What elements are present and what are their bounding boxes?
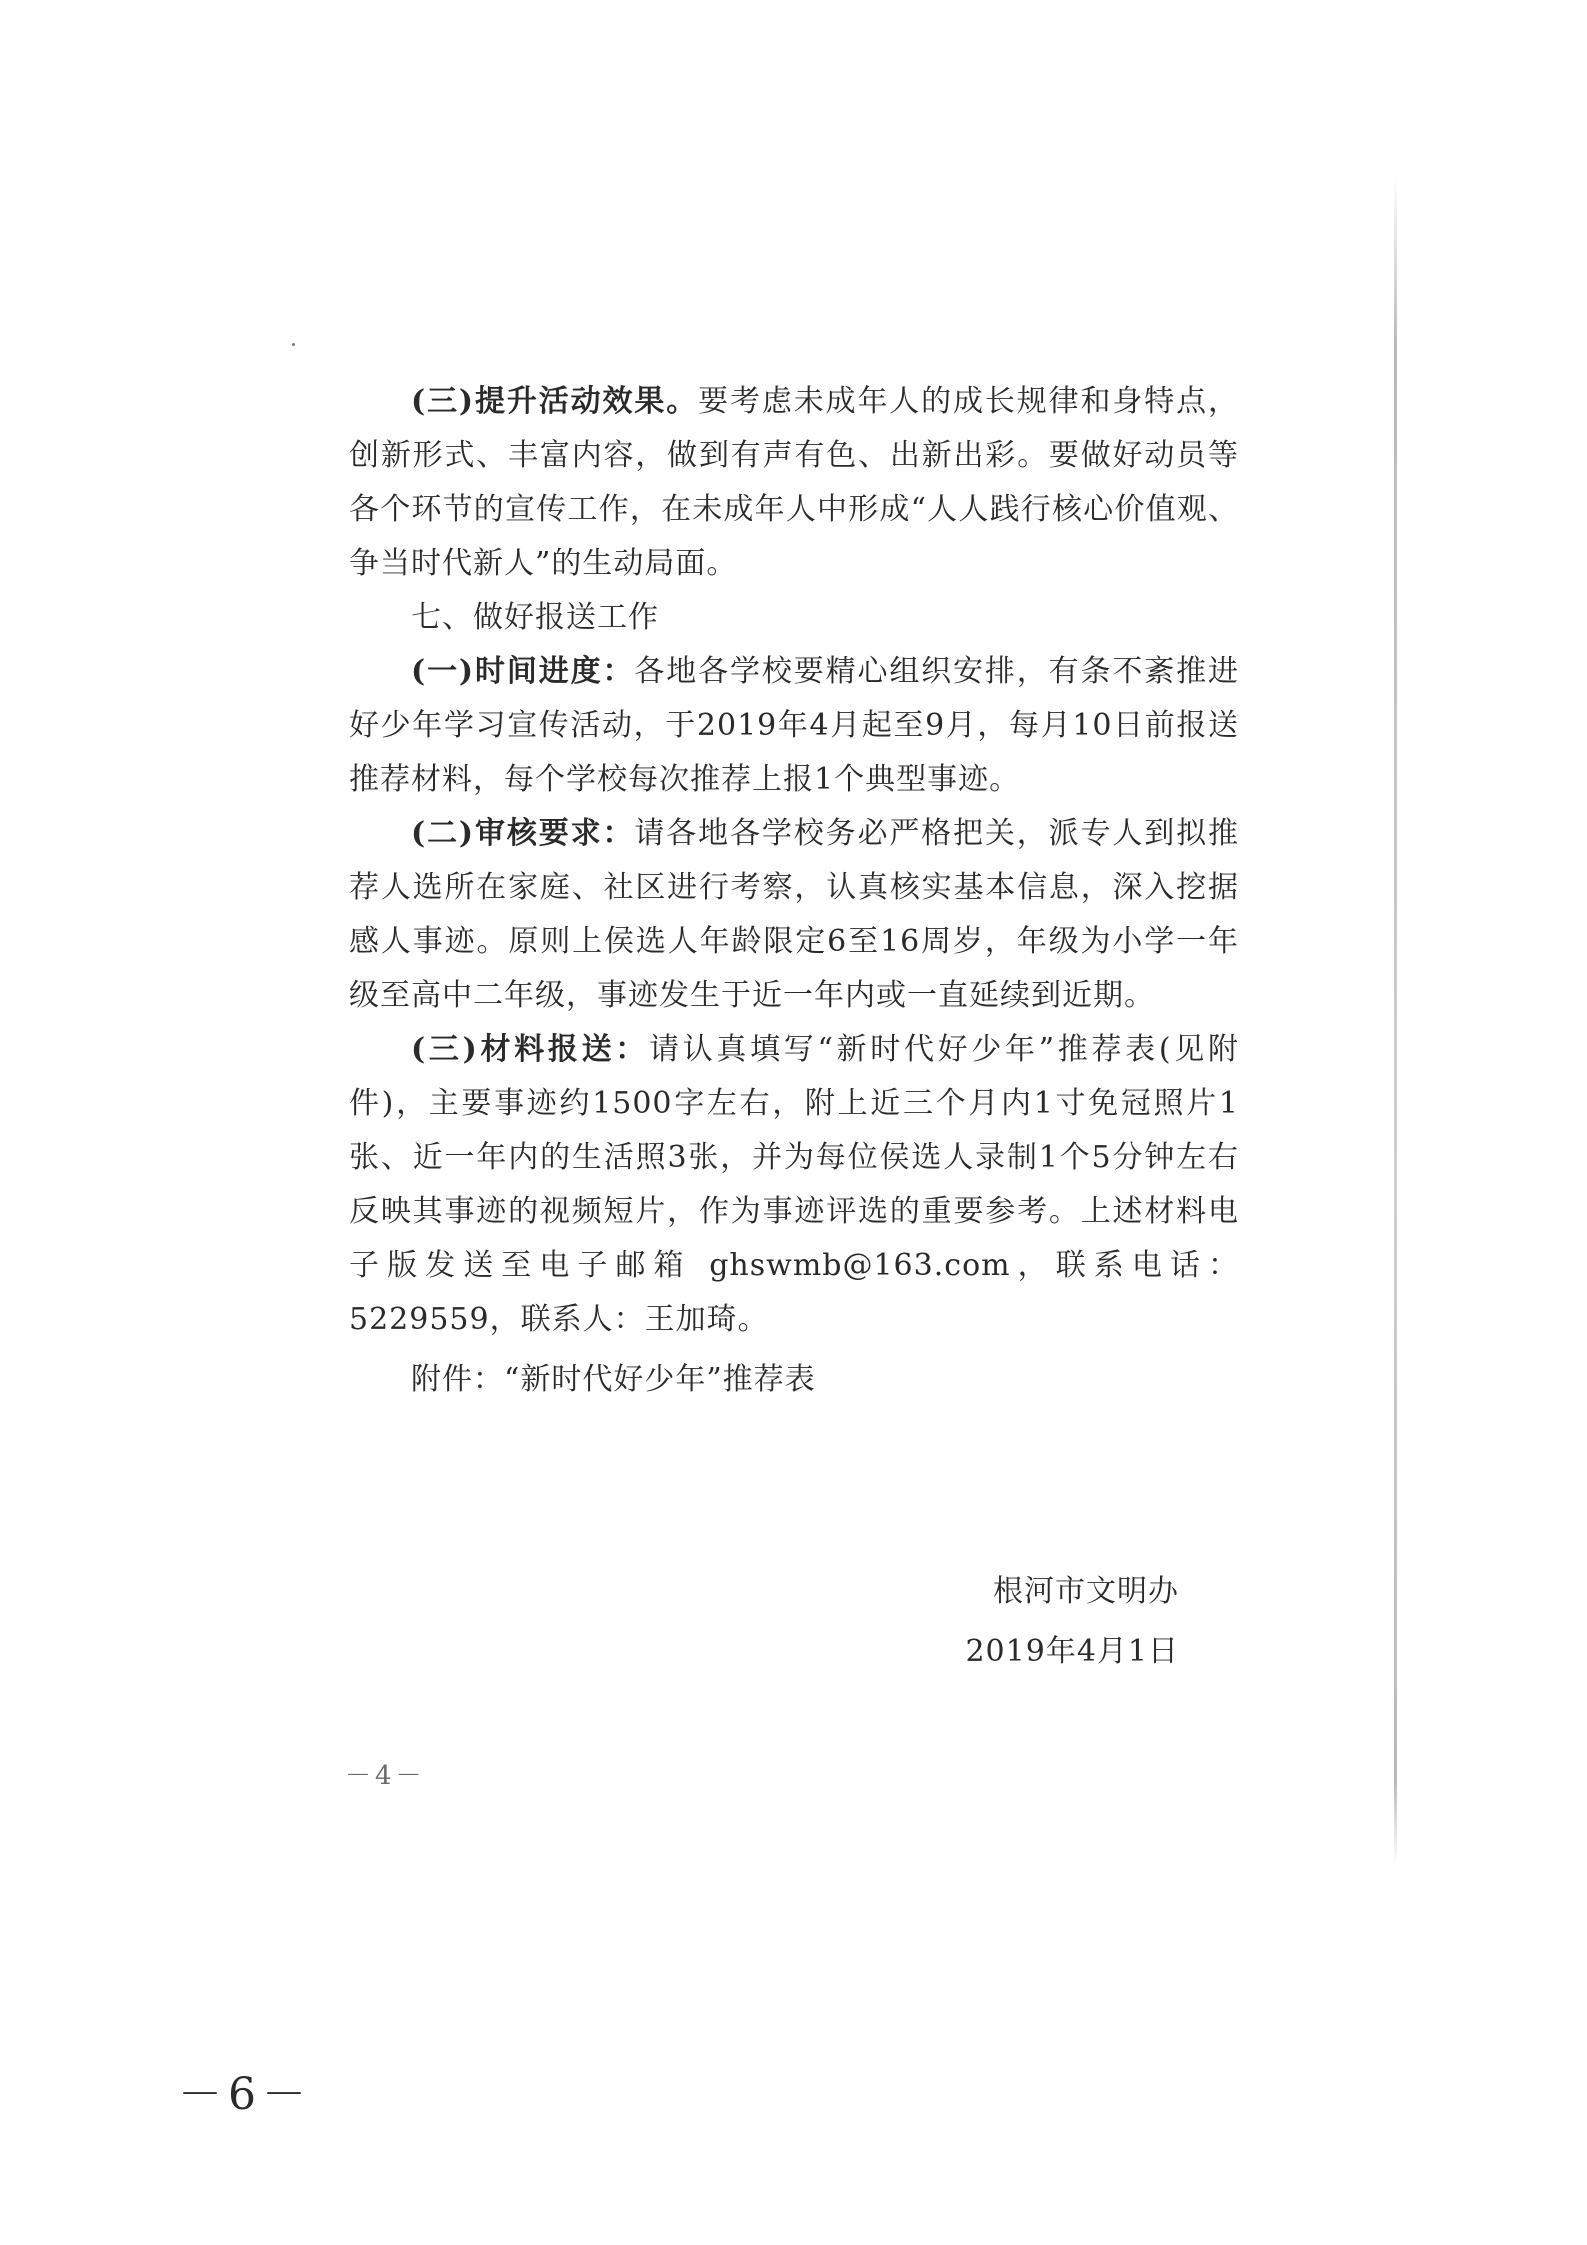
paragraph-lead: (三)材料报送： bbox=[411, 1032, 649, 1067]
paragraph-text: 请认真填写“新时代好少年”推荐表(见附件)，主要事迹约1500字左右，附上近三个月内1寸免冠照片1张、近一年内的生活照3张，并为每位侯选人录制1个5分钟左右反映其事迹的视频短片，作为事迹评选的重要参考。上述材料电子版发送至电子邮箱 ghswmb@163.com，联系电话：5229559，联系人：王加琦。 bbox=[349, 1032, 1239, 1337]
paragraph-lead: (一)时间进度： bbox=[411, 654, 635, 689]
document-body bbox=[349, 375, 1239, 1407]
section-heading: 七、做好报送工作 bbox=[411, 600, 659, 635]
paragraph-text: 各地各学校要精心组织安排，有条不紊推进好少年学习宣传活动，于2019年4月起至9月，每月10日前报送推荐材料，每个学校每次推荐上报1个典型事迹。 bbox=[349, 654, 1240, 797]
signature-date: 2019年4月1日 bbox=[965, 1634, 1179, 1669]
page-number-outer: －6－ bbox=[178, 2069, 312, 2120]
paragraph-lead: (二)审核要求： bbox=[411, 816, 635, 851]
page-number-inner: －4－ bbox=[345, 1761, 426, 1791]
signature-block bbox=[965, 1562, 1179, 1682]
paragraph-material-submission bbox=[349, 1023, 1239, 1347]
scan-speck bbox=[292, 343, 295, 346]
paragraph-text: 请各地各学校务必严格把关，派专人到拟推荐人选所在家庭、社区进行考察，认真核实基本信息，深入挖据感人事迹。原则上侯选人年龄限定6至16周岁，年级为小学一年级至高中二年级，事迹发生于近一年内或一直延续到近期。 bbox=[349, 816, 1240, 1013]
scan-edge-line bbox=[1394, 175, 1397, 1865]
paragraph-lead: (三)提升活动效果。 bbox=[411, 384, 699, 419]
paragraph-time-schedule bbox=[349, 645, 1239, 807]
signature-org: 根河市文明办 bbox=[993, 1574, 1179, 1609]
paragraph-text: 要考虑未成年人的成长规律和身特点，创新形式、丰富内容，做到有声有色、出新出彩。要做好动员等各个环节的宣传工作，在未成年人中形成“人人践行核心价值观、争当时代新人”的生动局面。 bbox=[349, 384, 1240, 581]
paragraph-review-requirements bbox=[349, 807, 1239, 1023]
attachment-note: 附件：“新时代好少年”推荐表 bbox=[411, 1362, 816, 1397]
paragraph-improve-effect bbox=[349, 375, 1239, 591]
